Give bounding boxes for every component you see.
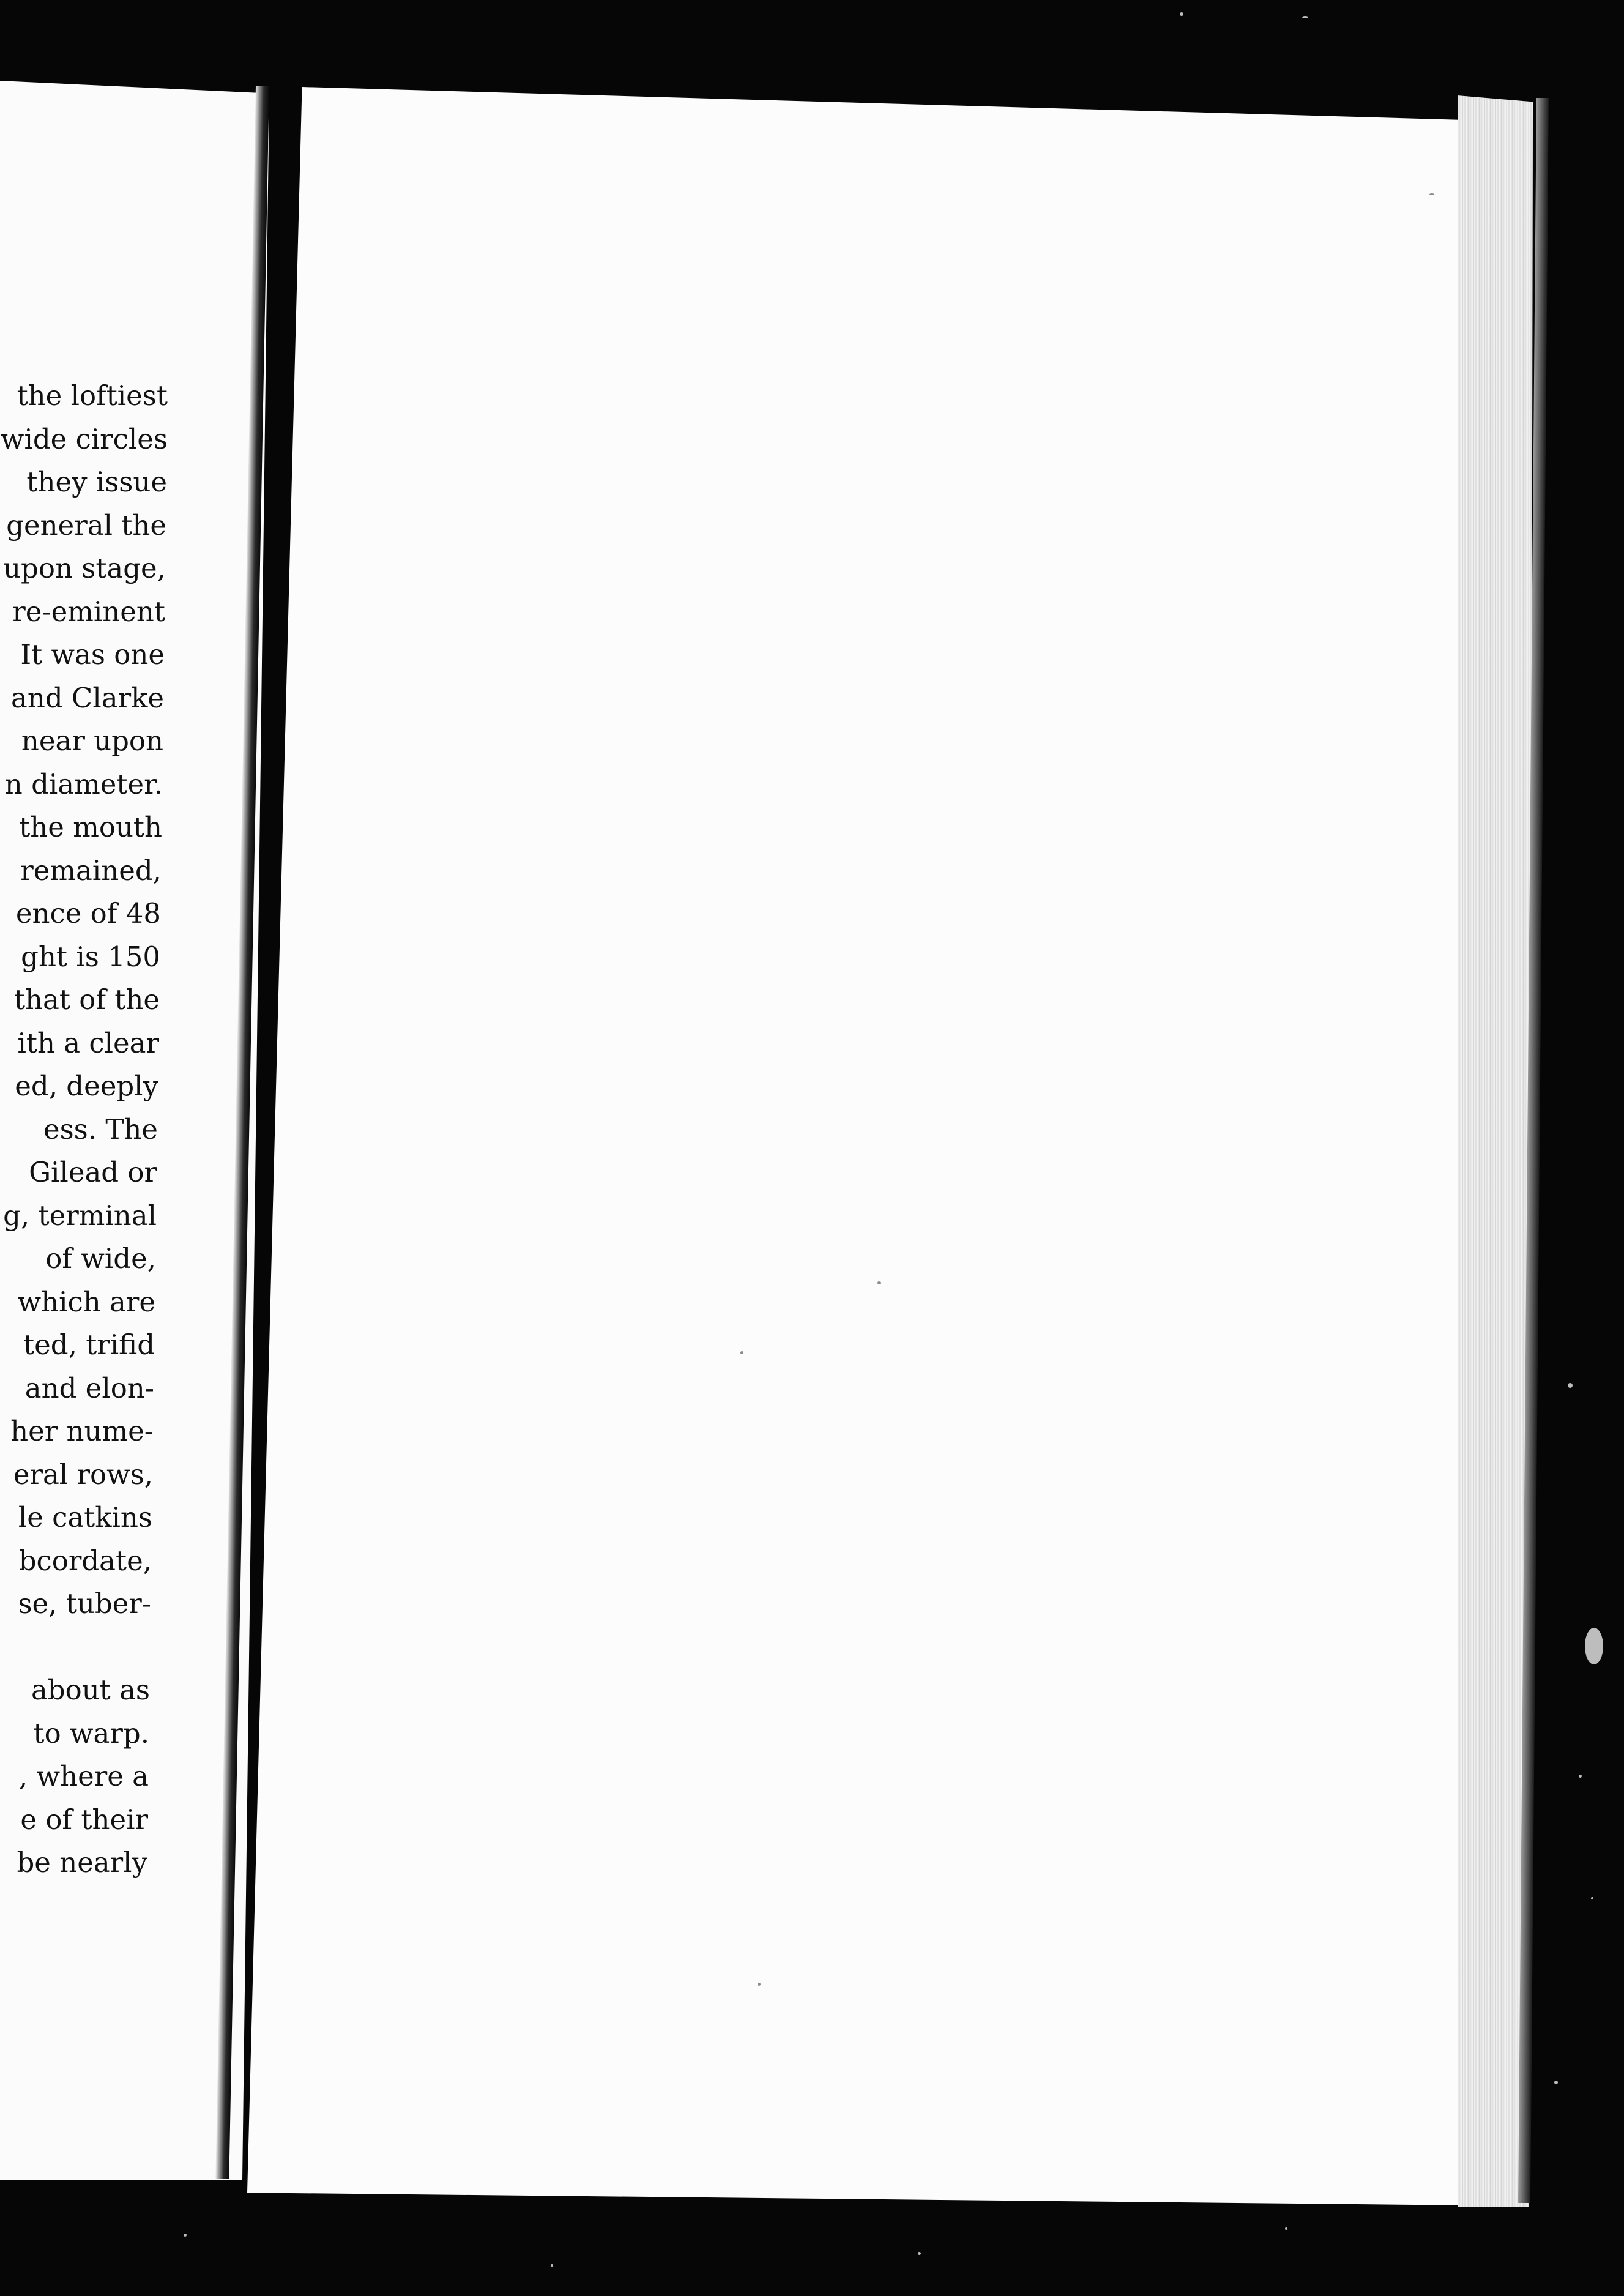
text-line: ith a clear xyxy=(17,1026,159,1059)
dust-speck xyxy=(918,2252,921,2255)
text-line: ted, trifid xyxy=(23,1329,155,1361)
dust-speck xyxy=(1180,12,1183,16)
text-line: ess. The xyxy=(43,1113,158,1146)
text-line: and Clarke xyxy=(11,681,164,714)
text-line: to warp. xyxy=(33,1716,149,1750)
right-page xyxy=(247,87,1493,2205)
text-line: Gilead or xyxy=(29,1156,157,1188)
dust-speck xyxy=(1285,2227,1287,2230)
paper-mark xyxy=(877,1281,881,1284)
text-line: wide circles xyxy=(0,422,168,455)
text-line: ght is 150 xyxy=(21,940,160,973)
text-line: which are xyxy=(17,1285,155,1318)
text-line: It was one xyxy=(20,638,165,671)
paper-mark xyxy=(740,1351,743,1354)
text-line: n diameter. xyxy=(4,767,163,800)
text-line: g, terminal xyxy=(3,1199,157,1232)
text-line: eral rows, xyxy=(13,1458,153,1491)
text-line: le catkins xyxy=(18,1501,152,1534)
text-line: se, tuber- xyxy=(18,1587,151,1620)
text-line: bcordate, xyxy=(18,1544,152,1577)
dust-speck xyxy=(1302,16,1308,18)
left-page-text-column xyxy=(0,375,168,1885)
text-line: e of their xyxy=(20,1803,148,1836)
dust-speck xyxy=(184,2234,187,2237)
text-line: they issue xyxy=(26,466,167,498)
text-line: of wide, xyxy=(45,1242,156,1275)
dust-speck xyxy=(1585,1628,1603,1664)
paper-mark xyxy=(1429,193,1434,195)
dust-speck xyxy=(1554,2081,1558,2084)
text-line: general the xyxy=(6,509,166,542)
text-line xyxy=(0,1626,168,1669)
text-line: ence of 48 xyxy=(15,897,161,930)
text-line: remained, xyxy=(20,854,162,887)
text-line: upon stage, xyxy=(3,552,166,584)
dust-speck xyxy=(551,2264,553,2267)
text-line: ed, deeply xyxy=(15,1070,158,1102)
text-line: about as xyxy=(31,1674,150,1706)
text-line: , where a xyxy=(18,1760,149,1792)
text-line: her nume- xyxy=(10,1415,154,1447)
text-line: be nearly xyxy=(17,1846,147,1879)
text-line: the loftiest xyxy=(17,379,168,412)
text-line: the mouth xyxy=(19,811,162,843)
text-line: and elon- xyxy=(24,1371,154,1404)
text-line: re-eminent xyxy=(12,595,165,628)
text-line: that of the xyxy=(13,983,160,1016)
dust-speck xyxy=(1579,1775,1582,1778)
paper-mark xyxy=(758,1983,761,1986)
dust-speck xyxy=(1591,1897,1593,1899)
dust-speck xyxy=(1568,1383,1573,1388)
text-line: near upon xyxy=(21,725,163,757)
